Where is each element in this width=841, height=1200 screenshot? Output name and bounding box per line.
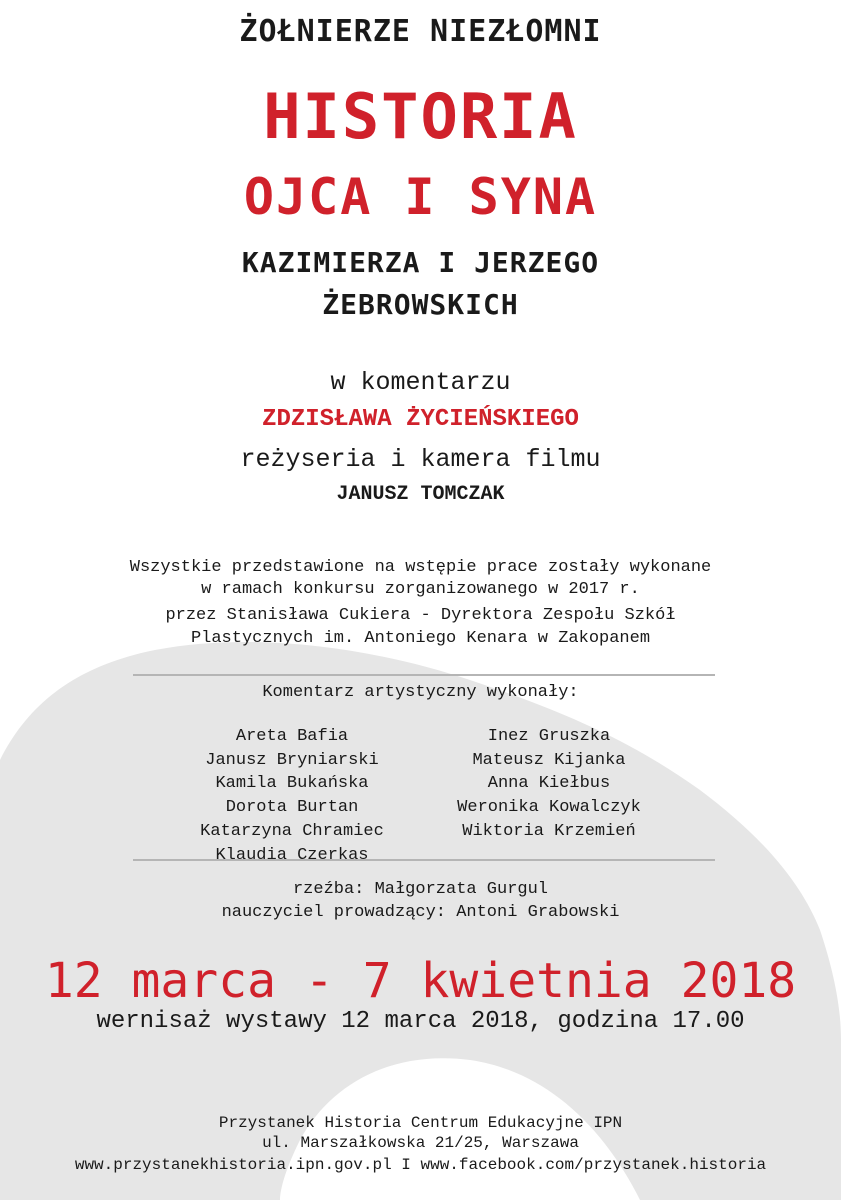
sculpture-credit: rzeźba: Małgorzata Gurgul	[292, 880, 549, 899]
main-title-line1: HISTORIA	[263, 80, 578, 153]
artist-name: Wiktoria Krzemień	[462, 821, 636, 841]
opening-info: wernisaż wystawy 12 marca 2018, godzina 17.00	[96, 1008, 745, 1035]
artist-name: Anna Kiełbus	[487, 774, 611, 794]
footer-organizer: Przystanek Historia Centrum Edukacyjne IPN	[218, 1114, 623, 1132]
series-title: ŻOŁNIERZE NIEZŁOMNI	[239, 14, 602, 49]
exhibition-dates: 12 marca - 7 kwietnia 2018	[44, 953, 797, 1009]
intro-paragraph-line: przez Stanisława Cukiera - Dyrektora Zespołu Szkół	[165, 606, 676, 625]
artists-heading: Komentarz artystyczny wykonały:	[262, 683, 579, 702]
intro-paragraph-line: Wszystkie przedstawione na wstępie prace zostały wykonane	[129, 558, 712, 577]
artist-name: Katarzyna Chramiec	[200, 821, 384, 841]
artist-name: Areta Bafia	[235, 727, 349, 746]
divider-bottom	[133, 859, 715, 861]
subtitle-line2: ŻEBROWSKICH	[322, 288, 519, 321]
teacher-credit: nauczyciel prowadzący: Antoni Grabowski	[221, 903, 620, 922]
artist-name: Weronika Kowalczyk	[457, 798, 641, 818]
artist-name: Inez Gruszka	[487, 727, 611, 746]
artist-name: Kamila Bukańska	[215, 774, 369, 794]
director-name: JANUSZ TOMCZAK	[336, 483, 505, 506]
intro-paragraph-line: w ramach konkursu zorganizowanego w 2017 r.	[201, 580, 640, 599]
artists-left-column	[192, 725, 392, 867]
main-title-line2: OJCA I SYNA	[243, 168, 598, 226]
intro-paragraph-line: Plastycznych im. Antoniego Kenara w Zakopanem	[190, 629, 651, 648]
commentary-intro: w komentarzu	[330, 368, 511, 397]
divider-top	[133, 674, 715, 676]
footer-websites: www.przystanekhistoria.ipn.gov.pl I www.facebook.com/przystanek.historia	[74, 1156, 767, 1174]
artist-name: Janusz Bryniarski	[205, 750, 379, 770]
commentator-name: ZDZISŁAWA ŻYCIEŃSKIEGO	[262, 406, 579, 433]
artist-name: Mateusz Kijanka	[472, 750, 626, 770]
artists-right-column	[449, 725, 649, 844]
direction-intro: reżyseria i kamera filmu	[240, 445, 601, 474]
artist-name: Dorota Burtan	[225, 798, 359, 818]
subtitle-line1: KAZIMIERZA I JERZEGO	[241, 246, 600, 279]
footer-address: ul. Marszałkowska 21/25, Warszawa	[262, 1134, 579, 1152]
artist-name: Klaudia Czerkas	[215, 845, 369, 865]
